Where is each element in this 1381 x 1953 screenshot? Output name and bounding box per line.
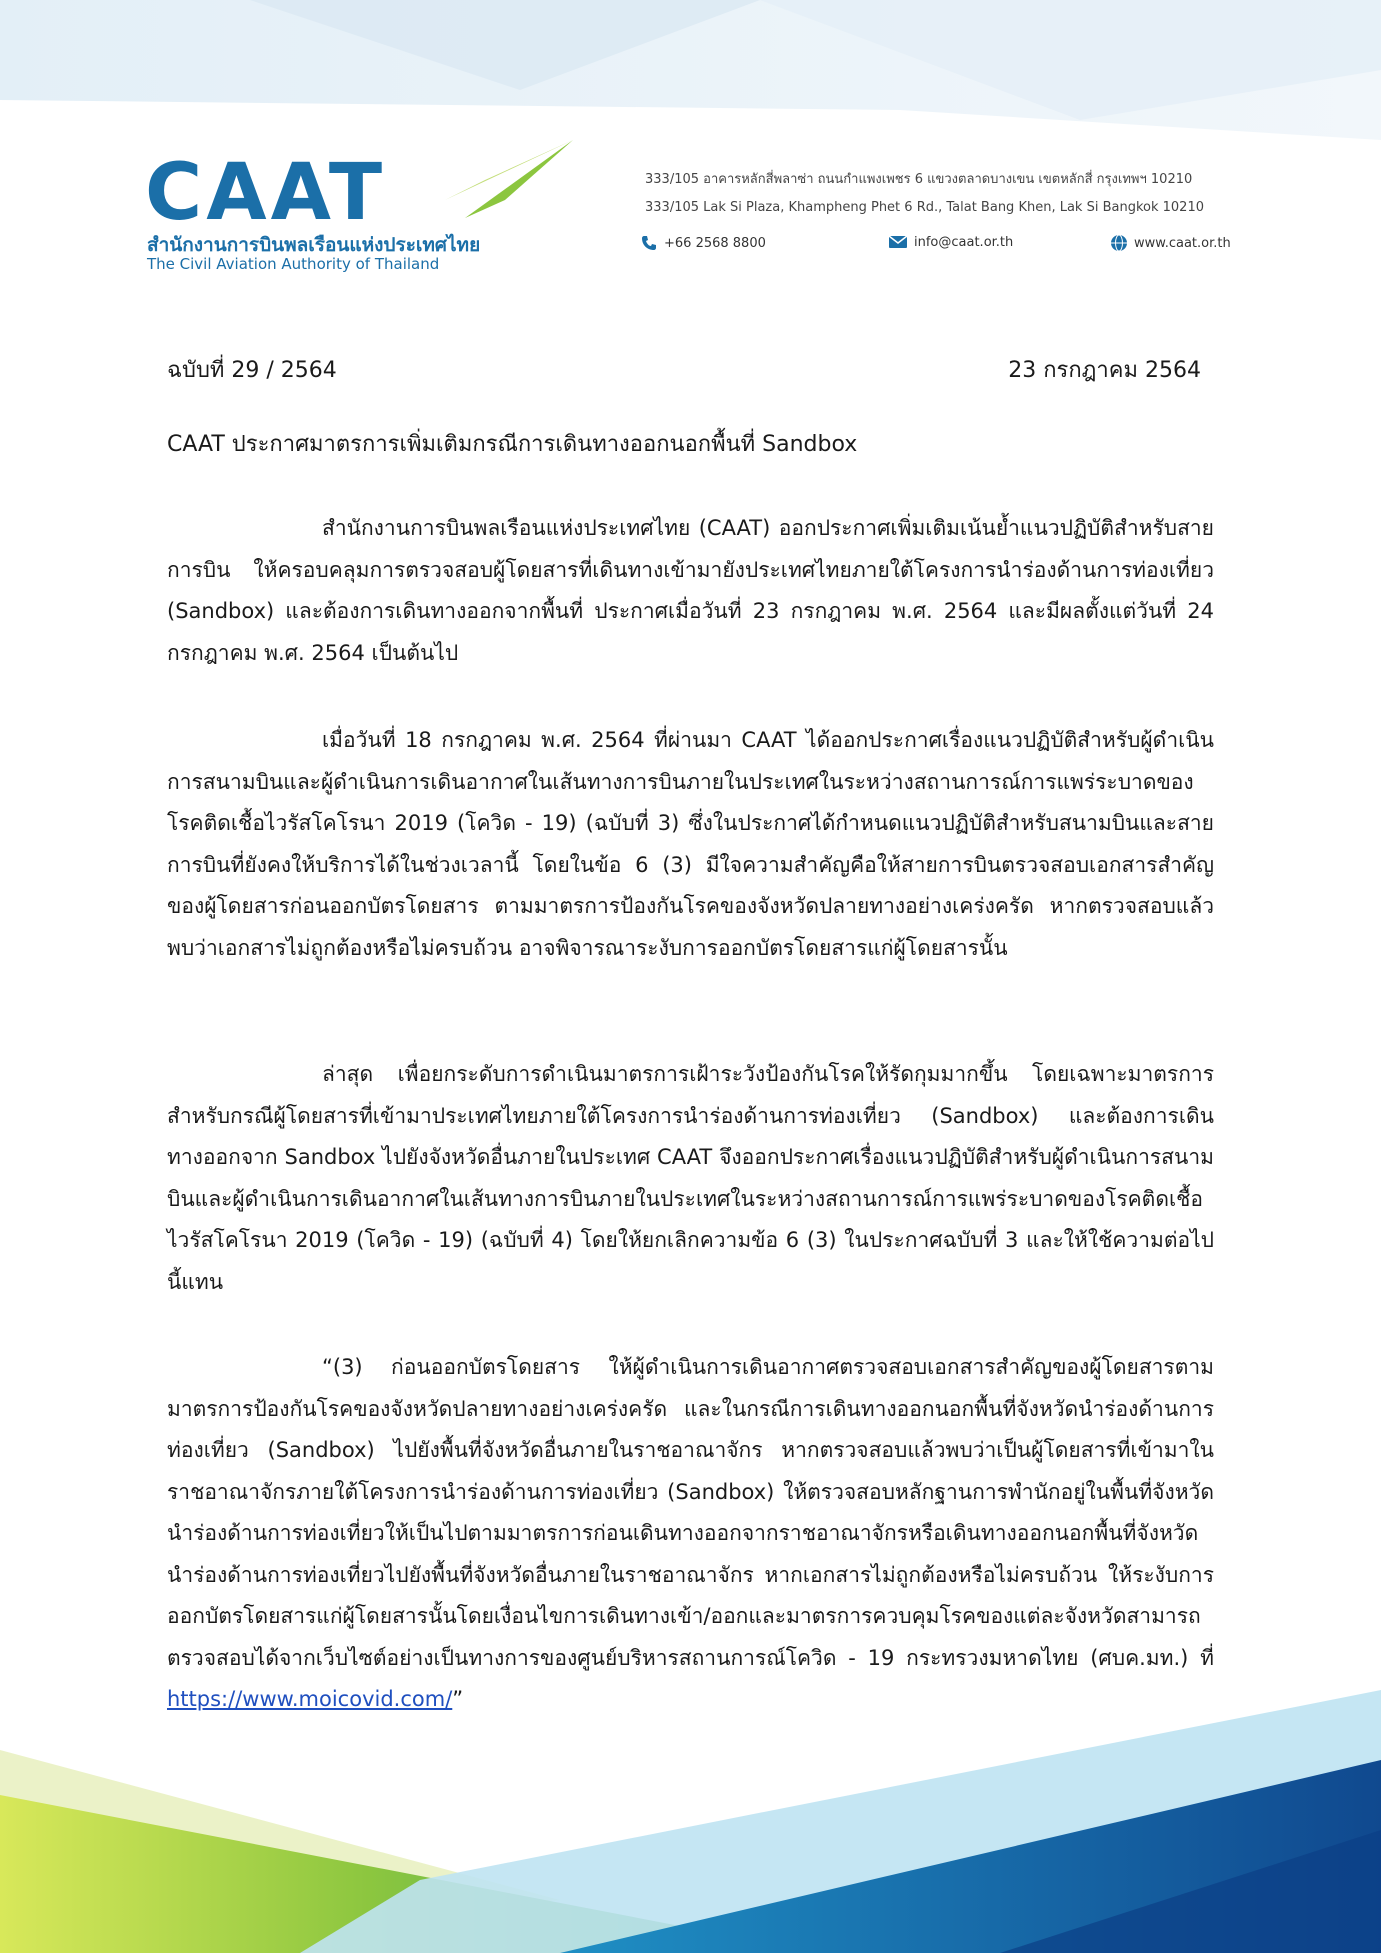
logo-wordmark: CAAT: [145, 148, 387, 238]
paragraph-4-text: “(3) ก่อนออกบัตรโดยสาร ให้ผู้ดำเนินการเดินอากาศตรวจสอบเอกสารสำคัญของผู้โดยสารตามมาตรการป้องกันโรคของจังหวัดปลายทางอย่างเคร่งครัด และในกรณีการเดินทางออกนอกพื้นที่จังหวัดนำร่องด้านการท่องเที่ยว (Sandbox) ไปยังพื้นที่จังหวัดอื่นภายในราชอาณาจักร หากตรวจสอบแล้วพบว่าเป็นผู้โดยสารที่เข้ามาในราชอาณาจักรภายใต้โครงการนำร่องด้านการท่องเที่ยว (Sandbox) ให้ตรวจสอบหลักฐานการพำนักอยู่ในพื้นที่จังหวัดนำร่องด้านการท่องเที่ยวให้เป็นไปตามมาตรการก่อนเดินทางออกจากราชอาณาจักรหรือเดินทางออกนอกพื้นที่จังหวัดนำร่องด้านการท่องเที่ยวไปยังพื้นที่จังหวัดอื่นภายในราชอาณาจักร หากเอกสารไม่ถูกต้องหรือไม่ครบถ้วน ให้ระงับการออกบัตรโดยสารแก่ผู้โดยสารนั้นโดยเงื่อนไขการเดินทางเข้า/ออกและมาตรการควบคุมโรคของแต่ละจังหวัดสามารถตรวจสอบได้จากเว็บไซต์อย่างเป็นทางการของศูนย์บริหารสถานการณ์โควิด - 19 กระทรวงมหาดไทย (ศบค.มท.) ที่: [167, 1355, 1214, 1670]
mail-icon: [888, 234, 908, 250]
website-contact: [1110, 234, 1231, 252]
document-subject: CAAT ประกาศมาตรการเพิ่มเติมกรณีการเดินทางออกนอกพื้นที่ Sandbox: [167, 432, 858, 457]
paragraph-3: ล่าสุด เพื่อยกระดับการดำเนินมาตรการเฝ้าระวังป้องกันโรคให้รัดกุมมากขึ้น โดยเฉพาะมาตรการสำหรับกรณีผู้โดยสารที่เข้ามาประเทศไทยภายใต้โครงการนำร่องด้านการท่องเที่ยว (Sandbox) และต้องการเดินทางออกจาก Sandbox ไปยังจังหวัดอื่นภายในประเทศ CAAT จึงออกประกาศเรื่องแนวปฏิบัติสำหรับผู้ดำเนินการสนามบินและผู้ดำเนินการเดินอากาศในเส้นทางการบินภายในประเทศในระหว่างสถานการณ์การแพร่ระบาดของโรคติดเชื้อไวรัสโคโรนา 2019 (โควิด - 19) (ฉบับที่ 4) โดยให้ยกเลิกความข้อ 6 (3) ในประกาศฉบับที่ 3 และให้ใช้ความต่อไปนี้แทน: [167, 1062, 1214, 1294]
phone-number: +66 2568 8800: [664, 235, 766, 251]
logo-name-th: สำนักงานการบินพลเรือนแห่งประเทศไทย: [147, 234, 481, 256]
document-number: ฉบับที่ 29 / 2564: [167, 358, 337, 383]
paragraph-4: [167, 1347, 1214, 1721]
address-th: 333/105 อาคารหลักสี่พลาซ่า ถนนกำแพงเพชร 6 แขวงตลาดบางเขน เขตหลักสี่ กรุงเทพฯ 10210: [645, 172, 1193, 187]
globe-icon: [1110, 234, 1128, 252]
closing-quote: ”: [452, 1687, 464, 1711]
caat-logo: [145, 140, 535, 238]
contact-row: [640, 234, 1232, 256]
website-url[interactable]: www.caat.or.th: [1134, 235, 1231, 251]
document-date: 23 กรกฎาคม 2564: [1008, 358, 1201, 383]
phone-contact: [640, 234, 766, 252]
address-en: 333/105 Lak Si Plaza, Khampheng Phet 6 Rd., Talat Bang Khen, Lak Si Bangkok 10210: [645, 200, 1204, 215]
paragraph-1: สำนักงานการบินพลเรือนแห่งประเทศไทย (CAAT) ออกประกาศเพิ่มเติมเน้นย้ำแนวปฏิบัติสำหรับสายการบิน ให้ครอบคลุมการตรวจสอบผู้โดยสารที่เดินทางเข้ามายังประเทศไทยภายใต้โครงการนำร่องด้านการท่องเที่ยว (Sandbox) และต้องการเดินทางออกจากพื้นที่ ประกาศเมื่อวันที่ 23 กรกฎาคม พ.ศ. 2564 และมีผลตั้งแต่วันที่ 24 กรกฎาคม พ.ศ. 2564 เป็นต้นไป: [167, 516, 1214, 665]
email-contact: [888, 234, 1013, 250]
logo-swoosh-icon: [445, 140, 575, 220]
moicovid-link[interactable]: https://www.moicovid.com/: [167, 1687, 453, 1711]
logo-name-en: The Civil Aviation Authority of Thailand: [147, 255, 440, 273]
paragraph-2: เมื่อวันที่ 18 กรกฎาคม พ.ศ. 2564 ที่ผ่านมา CAAT ได้ออกประกาศเรื่องแนวปฏิบัติสำหรับผู้ดำเนินการสนามบินและผู้ดำเนินการเดินอากาศในเส้นทางการบินภายในประเทศในระหว่างสถานการณ์การแพร่ระบาดของโรคติดเชื้อไวรัสโคโรนา 2019 (โควิด - 19) (ฉบับที่ 3) ซึ่งในประกาศได้กำหนดแนวปฏิบัติสำหรับสนามบินและสายการบินที่ยังคงให้บริการได้ในช่วงเวลานี้ โดยในข้อ 6 (3) มีใจความสำคัญคือให้สายการบินตรวจสอบเอกสารสำคัญของผู้โดยสารก่อนออกบัตรโดยสาร ตามมาตรการป้องกันโรคของจังหวัดปลายทางอย่างเคร่งครัด หากตรวจสอบแล้วพบว่าเอกสารไม่ถูกต้องหรือไม่ครบถ้วน อาจพิจารณาระงับการออกบัตรโดยสารแก่ผู้โดยสารนั้น: [167, 728, 1214, 960]
phone-icon: [640, 234, 658, 252]
email-address[interactable]: info@caat.or.th: [914, 234, 1014, 250]
